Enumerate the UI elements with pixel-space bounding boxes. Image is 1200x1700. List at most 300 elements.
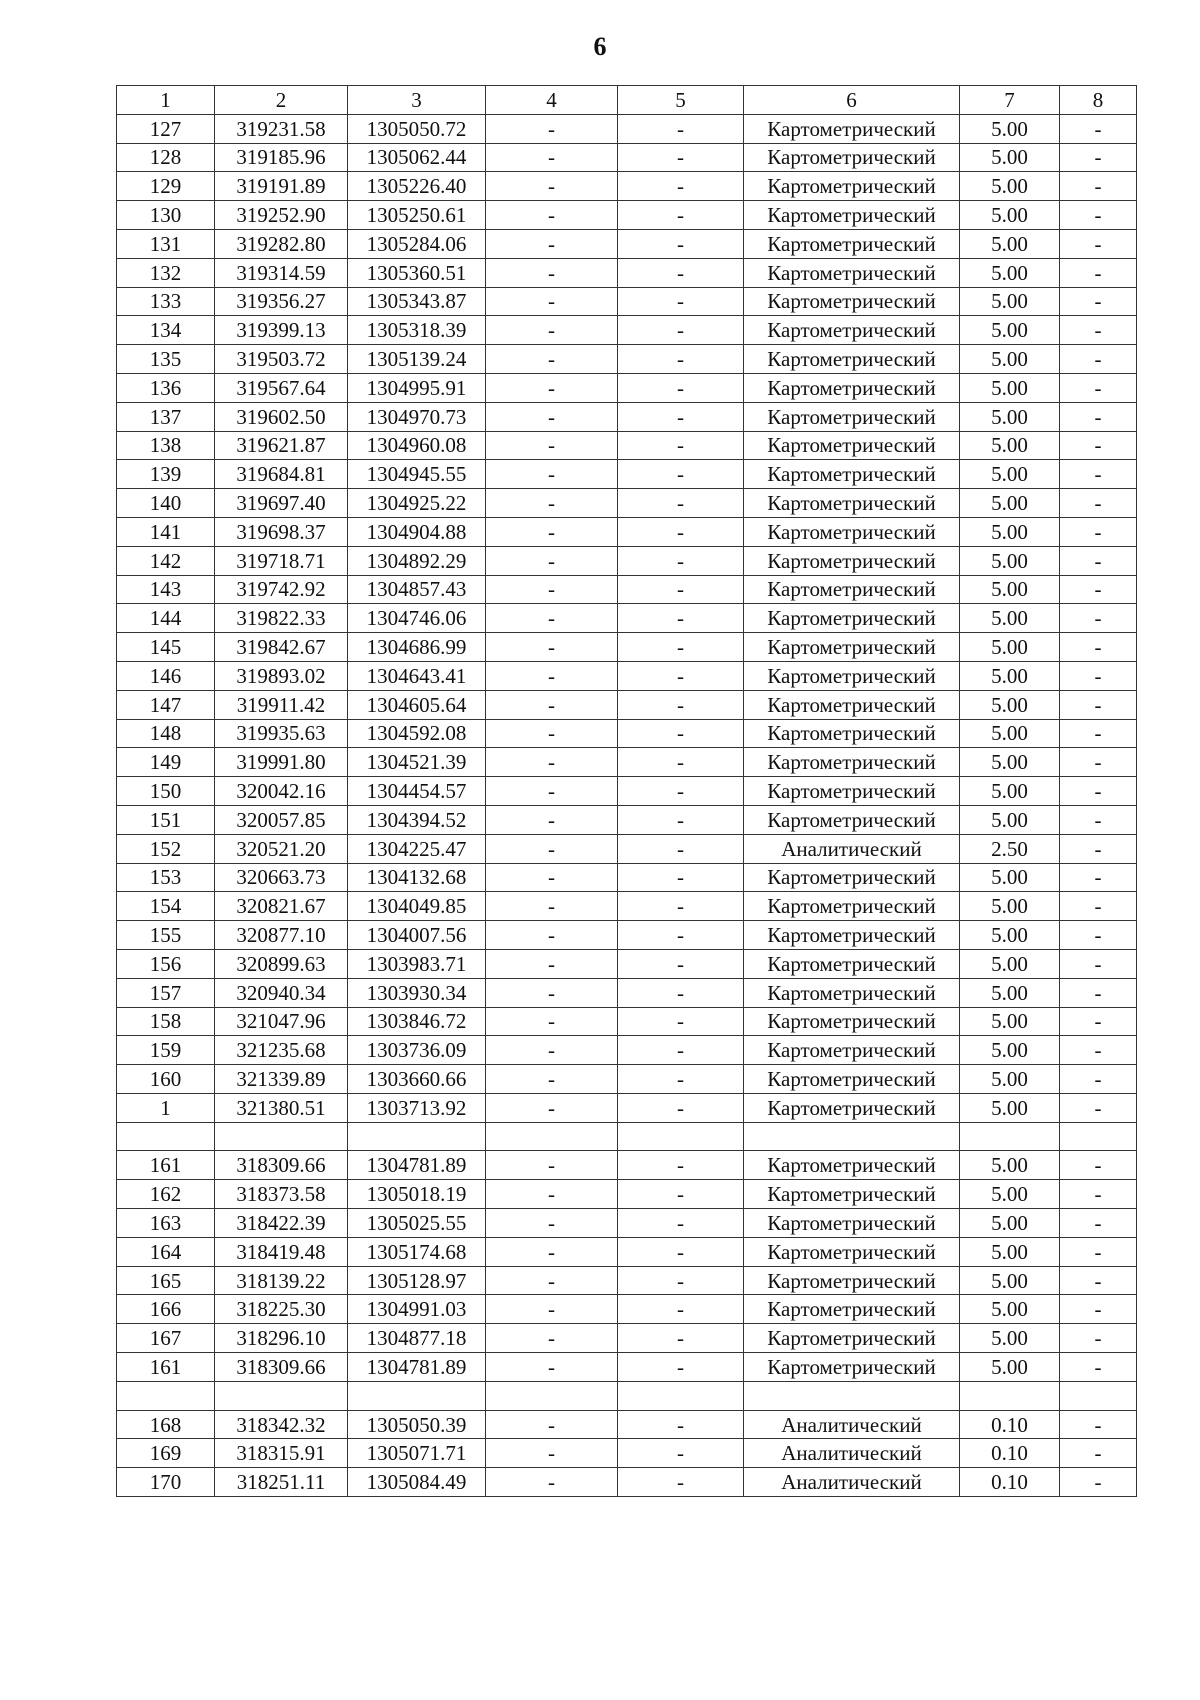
table-cell-col-6: Картометрический bbox=[744, 489, 960, 518]
table-cell-col-1: 128 bbox=[117, 143, 215, 172]
table-cell-col-3: 1305226.40 bbox=[348, 172, 486, 201]
table-cell-col-1: 161 bbox=[117, 1353, 215, 1382]
table-cell-col-5: - bbox=[618, 1468, 744, 1497]
table-cell-col-4 bbox=[486, 1381, 618, 1410]
table-cell-col-7: 0.10 bbox=[960, 1439, 1060, 1468]
table-cell-col-7: 5.00 bbox=[960, 201, 1060, 230]
table-cell-col-3: 1305360.51 bbox=[348, 258, 486, 287]
table-cell-col-4: - bbox=[486, 719, 618, 748]
table-cell-col-5: - bbox=[618, 1295, 744, 1324]
table-cell-col-5: - bbox=[618, 1180, 744, 1209]
table-cell-col-5: - bbox=[618, 1439, 744, 1468]
page-number: 6 bbox=[593, 32, 607, 61]
table-cell-col-8: - bbox=[1060, 604, 1137, 633]
table-cell-col-4 bbox=[486, 1122, 618, 1151]
table-cell-col-6: Картометрический bbox=[744, 949, 960, 978]
table-cell-col-4: - bbox=[486, 402, 618, 431]
table-cell-col-3: 1304960.08 bbox=[348, 431, 486, 460]
table-cell-col-2: 320877.10 bbox=[215, 921, 348, 950]
table-row bbox=[117, 834, 1137, 863]
table-cell-col-7: 5.00 bbox=[960, 949, 1060, 978]
table-cell-col-3: 1304925.22 bbox=[348, 489, 486, 518]
table-cell-col-8: - bbox=[1060, 143, 1137, 172]
table-cell-col-4: - bbox=[486, 921, 618, 950]
table-cell-col-2: 320821.67 bbox=[215, 892, 348, 921]
table-cell-col-8: - bbox=[1060, 1237, 1137, 1266]
table-cell-col-2: 318139.22 bbox=[215, 1266, 348, 1295]
table-cell-col-5: - bbox=[618, 978, 744, 1007]
table-cell-col-6: Картометрический bbox=[744, 604, 960, 633]
table-cell-col-3: 1305284.06 bbox=[348, 229, 486, 258]
table-cell-col-5: - bbox=[618, 1353, 744, 1382]
table-cell-col-5: - bbox=[618, 201, 744, 230]
table-cell-col-7: 5.00 bbox=[960, 229, 1060, 258]
table-cell-col-8: - bbox=[1060, 777, 1137, 806]
table-cell-col-8: - bbox=[1060, 114, 1137, 143]
table-cell-col-3: 1305062.44 bbox=[348, 143, 486, 172]
table-cell-col-3: 1305084.49 bbox=[348, 1468, 486, 1497]
table-row bbox=[117, 863, 1137, 892]
table-cell-col-5: - bbox=[618, 633, 744, 662]
table-cell-col-8: - bbox=[1060, 1065, 1137, 1094]
table-row bbox=[117, 1065, 1137, 1094]
table-cell-col-7: 5.00 bbox=[960, 1093, 1060, 1122]
column-header-2: 2 bbox=[215, 86, 348, 115]
table-cell-col-7: 5.00 bbox=[960, 633, 1060, 662]
table-cell-col-1: 158 bbox=[117, 1007, 215, 1036]
table-cell-col-5: - bbox=[618, 258, 744, 287]
table-cell-col-7: 5.00 bbox=[960, 1324, 1060, 1353]
table-cell-col-3 bbox=[348, 1122, 486, 1151]
table-cell-col-8: - bbox=[1060, 460, 1137, 489]
table-cell-col-3: 1304970.73 bbox=[348, 402, 486, 431]
table-cell-col-2: 319567.64 bbox=[215, 373, 348, 402]
table-cell-col-8: - bbox=[1060, 834, 1137, 863]
table-cell-col-3: 1304877.18 bbox=[348, 1324, 486, 1353]
table-cell-col-7: 5.00 bbox=[960, 143, 1060, 172]
table-cell-col-7: 5.00 bbox=[960, 892, 1060, 921]
table-cell-col-8: - bbox=[1060, 1036, 1137, 1065]
table-cell-col-5: - bbox=[618, 777, 744, 806]
table-row bbox=[117, 431, 1137, 460]
column-header-6: 6 bbox=[744, 86, 960, 115]
table-cell-col-7: 5.00 bbox=[960, 489, 1060, 518]
table-row bbox=[117, 258, 1137, 287]
column-header-8: 8 bbox=[1060, 86, 1137, 115]
column-header-5: 5 bbox=[618, 86, 744, 115]
table-cell-col-3: 1304521.39 bbox=[348, 748, 486, 777]
table-cell-col-2: 318342.32 bbox=[215, 1410, 348, 1439]
table-cell-col-1: 142 bbox=[117, 546, 215, 575]
table-cell-col-7: 5.00 bbox=[960, 373, 1060, 402]
table-cell-col-1: 156 bbox=[117, 949, 215, 978]
table-cell-col-4: - bbox=[486, 661, 618, 690]
table-row bbox=[117, 1237, 1137, 1266]
table-cell-col-4: - bbox=[486, 1237, 618, 1266]
table-cell-col-2: 318225.30 bbox=[215, 1295, 348, 1324]
table-cell-col-3: 1304049.85 bbox=[348, 892, 486, 921]
table-cell-col-2: 318315.91 bbox=[215, 1439, 348, 1468]
table-cell-col-1: 167 bbox=[117, 1324, 215, 1353]
table-cell-col-2: 319893.02 bbox=[215, 661, 348, 690]
table-cell-col-5: - bbox=[618, 1324, 744, 1353]
table-cell-col-7: 5.00 bbox=[960, 114, 1060, 143]
table-cell-col-2: 319718.71 bbox=[215, 546, 348, 575]
table-cell-col-8: - bbox=[1060, 1468, 1137, 1497]
table-cell-col-5: - bbox=[618, 172, 744, 201]
table-cell-col-2: 319698.37 bbox=[215, 517, 348, 546]
table-cell-col-2: 319742.92 bbox=[215, 575, 348, 604]
table-cell-col-7: 5.00 bbox=[960, 1007, 1060, 1036]
table-row bbox=[117, 978, 1137, 1007]
table-cell-col-7: 0.10 bbox=[960, 1410, 1060, 1439]
table-cell-col-1: 133 bbox=[117, 287, 215, 316]
table-cell-col-4: - bbox=[486, 258, 618, 287]
table-cell-col-6: Картометрический bbox=[744, 402, 960, 431]
table-cell-col-7: 5.00 bbox=[960, 1151, 1060, 1180]
table-cell-col-5: - bbox=[618, 805, 744, 834]
table-cell-col-8: - bbox=[1060, 633, 1137, 662]
table-cell-col-4: - bbox=[486, 1036, 618, 1065]
table-cell-col-6: Картометрический bbox=[744, 287, 960, 316]
table-row bbox=[117, 921, 1137, 950]
table-cell-col-2: 319252.90 bbox=[215, 201, 348, 230]
table-cell-col-4: - bbox=[486, 575, 618, 604]
table-cell-col-3: 1303983.71 bbox=[348, 949, 486, 978]
table-cell-col-2: 319503.72 bbox=[215, 345, 348, 374]
table-cell-col-4: - bbox=[486, 690, 618, 719]
table-cell-col-8: - bbox=[1060, 1209, 1137, 1238]
table-cell-col-7: 5.00 bbox=[960, 287, 1060, 316]
table-cell-col-3: 1304995.91 bbox=[348, 373, 486, 402]
table-cell-col-6: Картометрический bbox=[744, 1093, 960, 1122]
table-cell-col-6: Картометрический bbox=[744, 777, 960, 806]
table-cell-col-5: - bbox=[618, 1151, 744, 1180]
table-cell-col-6: Картометрический bbox=[744, 373, 960, 402]
table-row bbox=[117, 949, 1137, 978]
table-cell-col-3: 1304007.56 bbox=[348, 921, 486, 950]
separator-row bbox=[117, 1381, 1137, 1410]
table-row bbox=[117, 1353, 1137, 1382]
table-cell-col-7: 5.00 bbox=[960, 1180, 1060, 1209]
table-cell-col-8: - bbox=[1060, 661, 1137, 690]
table-cell-col-3: 1305174.68 bbox=[348, 1237, 486, 1266]
table-cell-col-4: - bbox=[486, 489, 618, 518]
table-cell-col-5: - bbox=[618, 460, 744, 489]
table-row bbox=[117, 1468, 1137, 1497]
coordinates-table bbox=[116, 85, 1137, 1497]
table-cell-col-2: 319684.81 bbox=[215, 460, 348, 489]
table-cell-col-6: Картометрический bbox=[744, 431, 960, 460]
table-cell-col-8: - bbox=[1060, 229, 1137, 258]
table-cell-col-2: 319282.80 bbox=[215, 229, 348, 258]
table-cell-col-2: 320521.20 bbox=[215, 834, 348, 863]
table-cell-col-4: - bbox=[486, 546, 618, 575]
table-cell-col-8: - bbox=[1060, 575, 1137, 604]
table-cell-col-8: - bbox=[1060, 258, 1137, 287]
table-cell-col-2: 321339.89 bbox=[215, 1065, 348, 1094]
table-cell-col-1: 143 bbox=[117, 575, 215, 604]
table-cell-col-7: 5.00 bbox=[960, 719, 1060, 748]
table-cell-col-7: 5.00 bbox=[960, 172, 1060, 201]
table-cell-col-7: 5.00 bbox=[960, 777, 1060, 806]
table-cell-col-5 bbox=[618, 1122, 744, 1151]
table-cell-col-5: - bbox=[618, 489, 744, 518]
table-cell-col-8: - bbox=[1060, 863, 1137, 892]
table-cell-col-4: - bbox=[486, 1468, 618, 1497]
table-cell-col-3: 1304892.29 bbox=[348, 546, 486, 575]
table-cell-col-8: - bbox=[1060, 748, 1137, 777]
table-cell-col-8: - bbox=[1060, 489, 1137, 518]
table-cell-col-7: 5.00 bbox=[960, 546, 1060, 575]
table-row bbox=[117, 633, 1137, 662]
table-cell-col-2: 319842.67 bbox=[215, 633, 348, 662]
table-cell-col-2 bbox=[215, 1122, 348, 1151]
table-cell-col-4: - bbox=[486, 1295, 618, 1324]
table-cell-col-1: 163 bbox=[117, 1209, 215, 1238]
table-cell-col-2: 319602.50 bbox=[215, 402, 348, 431]
table-cell-col-3: 1304132.68 bbox=[348, 863, 486, 892]
table-cell-col-4: - bbox=[486, 460, 618, 489]
column-header-4: 4 bbox=[486, 86, 618, 115]
table-row bbox=[117, 114, 1137, 143]
table-cell-col-1: 157 bbox=[117, 978, 215, 1007]
table-cell-col-4: - bbox=[486, 345, 618, 374]
table-cell-col-8: - bbox=[1060, 287, 1137, 316]
table-cell-col-6: Аналитический bbox=[744, 1410, 960, 1439]
table-cell-col-4: - bbox=[486, 373, 618, 402]
table-cell-col-1: 146 bbox=[117, 661, 215, 690]
table-cell-col-8: - bbox=[1060, 345, 1137, 374]
table-cell-col-7: 5.00 bbox=[960, 402, 1060, 431]
table-cell-col-2: 321047.96 bbox=[215, 1007, 348, 1036]
table-cell-col-1 bbox=[117, 1122, 215, 1151]
table-cell-col-5: - bbox=[618, 1266, 744, 1295]
table-cell-col-1: 127 bbox=[117, 114, 215, 143]
table-cell-col-3: 1304454.57 bbox=[348, 777, 486, 806]
table-cell-col-2: 318419.48 bbox=[215, 1237, 348, 1266]
table-cell-col-7: 0.10 bbox=[960, 1468, 1060, 1497]
table-cell-col-3: 1304643.41 bbox=[348, 661, 486, 690]
table-cell-col-5: - bbox=[618, 114, 744, 143]
table-cell-col-4: - bbox=[486, 172, 618, 201]
table-cell-col-5: - bbox=[618, 949, 744, 978]
table-cell-col-5: - bbox=[618, 1036, 744, 1065]
table-cell-col-7: 5.00 bbox=[960, 1237, 1060, 1266]
table-cell-col-7: 5.00 bbox=[960, 661, 1060, 690]
table-row bbox=[117, 777, 1137, 806]
table-cell-col-2: 319314.59 bbox=[215, 258, 348, 287]
table-row bbox=[117, 201, 1137, 230]
table-cell-col-1: 169 bbox=[117, 1439, 215, 1468]
table-cell-col-3: 1304904.88 bbox=[348, 517, 486, 546]
table-cell-col-6: Картометрический bbox=[744, 345, 960, 374]
table-cell-col-5: - bbox=[618, 748, 744, 777]
table-cell-col-4: - bbox=[486, 805, 618, 834]
table-body bbox=[117, 114, 1137, 1496]
table-cell-col-6: Картометрический bbox=[744, 1237, 960, 1266]
table-cell-col-3: 1303736.09 bbox=[348, 1036, 486, 1065]
table-cell-col-6: Картометрический bbox=[744, 805, 960, 834]
table-cell-col-5: - bbox=[618, 575, 744, 604]
separator-row bbox=[117, 1122, 1137, 1151]
table-row bbox=[117, 1209, 1137, 1238]
table-cell-col-6: Картометрический bbox=[744, 316, 960, 345]
table-cell-col-8: - bbox=[1060, 373, 1137, 402]
table-cell-col-6: Картометрический bbox=[744, 1266, 960, 1295]
table-cell-col-7: 5.00 bbox=[960, 690, 1060, 719]
table-cell-col-5: - bbox=[618, 345, 744, 374]
table-cell-col-6: Картометрический bbox=[744, 978, 960, 1007]
table-row bbox=[117, 489, 1137, 518]
table-cell-col-6: Картометрический bbox=[744, 1036, 960, 1065]
table-cell-col-4: - bbox=[486, 1007, 618, 1036]
table-cell-col-8: - bbox=[1060, 690, 1137, 719]
table-row bbox=[117, 661, 1137, 690]
table-cell-col-4: - bbox=[486, 863, 618, 892]
table-cell-col-3: 1304781.89 bbox=[348, 1353, 486, 1382]
table-cell-col-4: - bbox=[486, 1353, 618, 1382]
table-cell-col-1: 166 bbox=[117, 1295, 215, 1324]
table-cell-col-1: 131 bbox=[117, 229, 215, 258]
table-cell-col-3: 1305018.19 bbox=[348, 1180, 486, 1209]
column-header-3: 3 bbox=[348, 86, 486, 115]
table-row bbox=[117, 1093, 1137, 1122]
table-cell-col-5: - bbox=[618, 921, 744, 950]
table-cell-col-5: - bbox=[618, 287, 744, 316]
table-cell-col-3: 1305318.39 bbox=[348, 316, 486, 345]
table-cell-col-1: 160 bbox=[117, 1065, 215, 1094]
table-cell-col-6: Картометрический bbox=[744, 1295, 960, 1324]
table-cell-col-2: 319911.42 bbox=[215, 690, 348, 719]
table-cell-col-3: 1304686.99 bbox=[348, 633, 486, 662]
table-cell-col-6: Картометрический bbox=[744, 114, 960, 143]
table-cell-col-8: - bbox=[1060, 201, 1137, 230]
table-cell-col-1: 141 bbox=[117, 517, 215, 546]
table-cell-col-6: Картометрический bbox=[744, 546, 960, 575]
table-cell-col-8: - bbox=[1060, 892, 1137, 921]
table-cell-col-7: 5.00 bbox=[960, 575, 1060, 604]
table-cell-col-2: 319935.63 bbox=[215, 719, 348, 748]
table-cell-col-1: 132 bbox=[117, 258, 215, 287]
table-cell-col-6 bbox=[744, 1381, 960, 1410]
table-cell-col-8: - bbox=[1060, 1410, 1137, 1439]
table-header bbox=[117, 86, 1137, 115]
table-cell-col-6: Картометрический bbox=[744, 633, 960, 662]
table-cell-col-2: 318373.58 bbox=[215, 1180, 348, 1209]
table-cell-col-8 bbox=[1060, 1122, 1137, 1151]
table-cell-col-4: - bbox=[486, 431, 618, 460]
table-cell-col-4: - bbox=[486, 114, 618, 143]
table-cell-col-1: 129 bbox=[117, 172, 215, 201]
table-row bbox=[117, 1324, 1137, 1353]
table-cell-col-1: 161 bbox=[117, 1151, 215, 1180]
table-cell-col-5: - bbox=[618, 834, 744, 863]
table-cell-col-7: 5.00 bbox=[960, 431, 1060, 460]
table-cell-col-3: 1304746.06 bbox=[348, 604, 486, 633]
table-cell-col-2: 319356.27 bbox=[215, 287, 348, 316]
table-cell-col-4: - bbox=[486, 1266, 618, 1295]
table-cell-col-1: 145 bbox=[117, 633, 215, 662]
column-header-1: 1 bbox=[117, 86, 215, 115]
table-cell-col-1: 152 bbox=[117, 834, 215, 863]
table-cell-col-1: 136 bbox=[117, 373, 215, 402]
table-cell-col-6: Картометрический bbox=[744, 258, 960, 287]
table-cell-col-7: 5.00 bbox=[960, 748, 1060, 777]
table-cell-col-6: Картометрический bbox=[744, 1065, 960, 1094]
table-cell-col-1: 1 bbox=[117, 1093, 215, 1122]
table-row bbox=[117, 546, 1137, 575]
table-cell-col-5: - bbox=[618, 661, 744, 690]
table-cell-col-6: Картометрический bbox=[744, 172, 960, 201]
table-cell-col-6: Картометрический bbox=[744, 229, 960, 258]
table-cell-col-2: 321380.51 bbox=[215, 1093, 348, 1122]
table-cell-col-3 bbox=[348, 1381, 486, 1410]
table-cell-col-7: 2.50 bbox=[960, 834, 1060, 863]
table-cell-col-6: Картометрический bbox=[744, 1180, 960, 1209]
table-row bbox=[117, 345, 1137, 374]
table-row bbox=[117, 1295, 1137, 1324]
table-row bbox=[117, 517, 1137, 546]
table-cell-col-6: Картометрический bbox=[744, 719, 960, 748]
table-cell-col-3: 1304945.55 bbox=[348, 460, 486, 489]
table-cell-col-3: 1304991.03 bbox=[348, 1295, 486, 1324]
table-cell-col-7: 5.00 bbox=[960, 1209, 1060, 1238]
table-cell-col-6: Картометрический bbox=[744, 690, 960, 719]
table-cell-col-4: - bbox=[486, 1093, 618, 1122]
table-cell-col-1: 134 bbox=[117, 316, 215, 345]
table-cell-col-7: 5.00 bbox=[960, 1266, 1060, 1295]
table-cell-col-4: - bbox=[486, 604, 618, 633]
table-cell-col-4: - bbox=[486, 1065, 618, 1094]
table-cell-col-1: 150 bbox=[117, 777, 215, 806]
table-cell-col-4: - bbox=[486, 633, 618, 662]
table-cell-col-2: 319621.87 bbox=[215, 431, 348, 460]
table-cell-col-1: 135 bbox=[117, 345, 215, 374]
table-cell-col-2: 319822.33 bbox=[215, 604, 348, 633]
table-cell-col-1: 154 bbox=[117, 892, 215, 921]
table-cell-col-3: 1304605.64 bbox=[348, 690, 486, 719]
table-cell-col-7: 5.00 bbox=[960, 460, 1060, 489]
table-cell-col-8: - bbox=[1060, 805, 1137, 834]
table-cell-col-3: 1304857.43 bbox=[348, 575, 486, 604]
table-cell-col-2 bbox=[215, 1381, 348, 1410]
table-cell-col-3: 1303846.72 bbox=[348, 1007, 486, 1036]
table-cell-col-6: Картометрический bbox=[744, 460, 960, 489]
table-cell-col-8: - bbox=[1060, 1180, 1137, 1209]
table-cell-col-6: Картометрический bbox=[744, 1151, 960, 1180]
table-cell-col-4: - bbox=[486, 287, 618, 316]
table-row bbox=[117, 373, 1137, 402]
table-cell-col-1: 164 bbox=[117, 1237, 215, 1266]
table-cell-col-7: 5.00 bbox=[960, 978, 1060, 1007]
table-row bbox=[117, 805, 1137, 834]
table-row bbox=[117, 402, 1137, 431]
table-cell-col-1: 165 bbox=[117, 1266, 215, 1295]
table-cell-col-6: Картометрический bbox=[744, 661, 960, 690]
table-cell-col-5: - bbox=[618, 719, 744, 748]
table-row bbox=[117, 143, 1137, 172]
table-cell-col-1 bbox=[117, 1381, 215, 1410]
table-cell-col-3: 1304394.52 bbox=[348, 805, 486, 834]
table-cell-col-2: 320057.85 bbox=[215, 805, 348, 834]
table-cell-col-8: - bbox=[1060, 316, 1137, 345]
table-cell-col-5: - bbox=[618, 690, 744, 719]
table-cell-col-7: 5.00 bbox=[960, 604, 1060, 633]
table-cell-col-2: 318309.66 bbox=[215, 1151, 348, 1180]
table-cell-col-5: - bbox=[618, 546, 744, 575]
column-header-7: 7 bbox=[960, 86, 1060, 115]
